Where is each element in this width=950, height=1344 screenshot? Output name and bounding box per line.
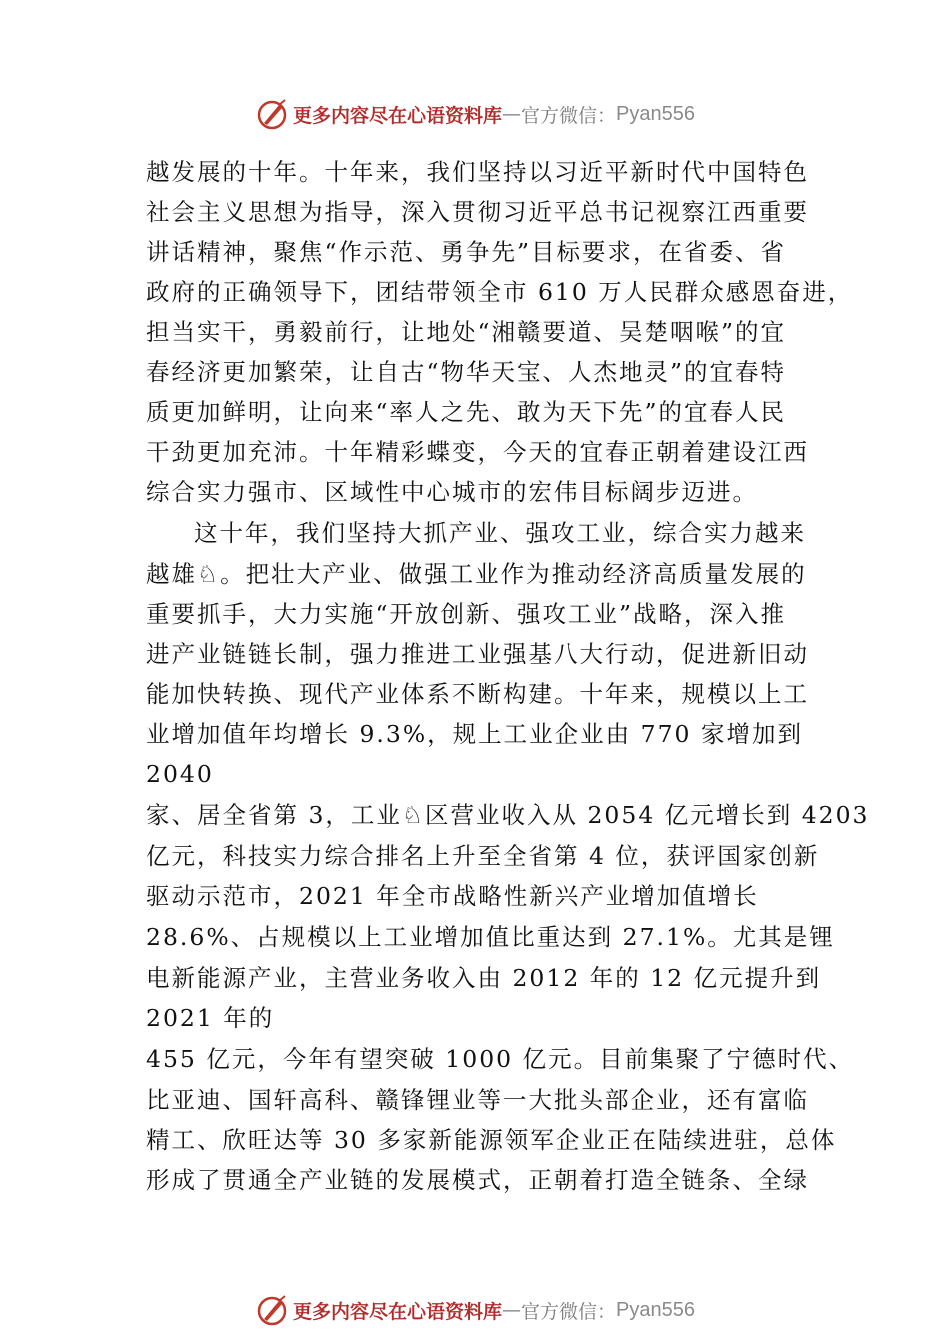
text-line: 讲话精神，聚焦“作示范、勇争先”目标要求，在省委、省 (146, 238, 787, 266)
banner-wechat-id: Pyan556 (616, 1298, 695, 1321)
text-line: 综合实力强市、区域性中心城市的宏伟目标阔步迈进。 (146, 478, 758, 506)
text-line: 比亚迪、国轩高科、赣锋锂业等一大批头部企业，还有富临 (146, 1086, 809, 1114)
text-line: 重要抓手，大力实施“开放创新、强攻工业”战略，深入推 (146, 600, 787, 628)
text-line: 社会主义思想为指导，深入贯彻习近平总书记视察江西重要 (146, 198, 809, 226)
text-line: 担当实干，勇毅前行，让地处“湘赣要道、吴楚咽喉”的宜 (146, 318, 787, 346)
banner-wechat-id: Pyan556 (616, 102, 695, 125)
text-line: 455 亿元，今年有望突破 1000 亿元。目前集聚了宁德时代、 (146, 1045, 855, 1073)
header-watermark-banner (0, 94, 950, 134)
text-line: 政府的正确领导下，团结带领全市 610 万人民群众感恩奋进， (146, 278, 854, 306)
text-line: 能加快转换、现代产业体系不断构建。十年来，规模以上工 (146, 680, 809, 708)
banner-label: 官方微信： (521, 1300, 617, 1323)
banner-site-name: 更多内容尽在心语资料库 (293, 104, 503, 127)
text-line: 干劲更加充沛。十年精彩蝶变，今天的宜春正朝着建设江西 (146, 438, 809, 466)
text-line: 质更加鲜明，让向来“率人之先、敢为天下先”的宜春人民 (146, 398, 787, 426)
text-line: 进产业链链长制，强力推进工业强基八大行动，促进新旧动 (146, 640, 809, 668)
text-line: 家、居全省第 3，工业♘区营业收入从 2054 亿元增长到 4203 (146, 801, 870, 829)
text-line: 春经济更加繁荣，让自古“物华天宝、人杰地灵”的宜春特 (146, 358, 787, 386)
text-line: 业增加值年均增长 9.3%，规上工业企业由 770 家增加到 (146, 720, 803, 748)
text-line: 越雄♘。把壮大产业、做强工业作为推动经济高质量发展的 (146, 560, 807, 588)
text-line: 驱动示范市，2021 年全市战略性新兴产业增加值增长 (146, 882, 759, 910)
text-line: 电新能源产业，主营业务收入由 2012 年的 12 亿元提升到 (146, 964, 822, 992)
text-line: 精工、欣旺达等 30 多家新能源领军企业正在陆续进驻，总体 (146, 1126, 837, 1154)
banner-label: 官方微信： (521, 104, 617, 127)
footer-watermark-banner (0, 1290, 950, 1330)
quill-logo-icon (255, 1293, 289, 1327)
banner-dash: — (502, 103, 522, 125)
text-line: 2040 (146, 760, 214, 788)
quill-logo-icon (255, 97, 289, 131)
text-line: 形成了贯通全产业链的发展模式，正朝着打造全链条、全绿 (146, 1166, 809, 1194)
text-line: 亿元，科技实力综合排名上升至全省第 4 位，获评国家创新 (146, 842, 820, 870)
banner-site-name: 更多内容尽在心语资料库 (293, 1300, 503, 1323)
text-line: 2021 年的 (146, 1004, 275, 1032)
text-line: 越发展的十年。十年来，我们坚持以习近平新时代中国特色 (146, 158, 809, 186)
text-line: 28.6%、占规模以上工业增加值比重达到 27.1%。尤其是锂 (146, 923, 835, 951)
document-body (146, 152, 870, 1200)
paragraph-start-line: 这十年，我们坚持大抓产业、强攻工业，综合实力越来 (194, 519, 806, 547)
banner-dash: — (502, 1299, 522, 1321)
